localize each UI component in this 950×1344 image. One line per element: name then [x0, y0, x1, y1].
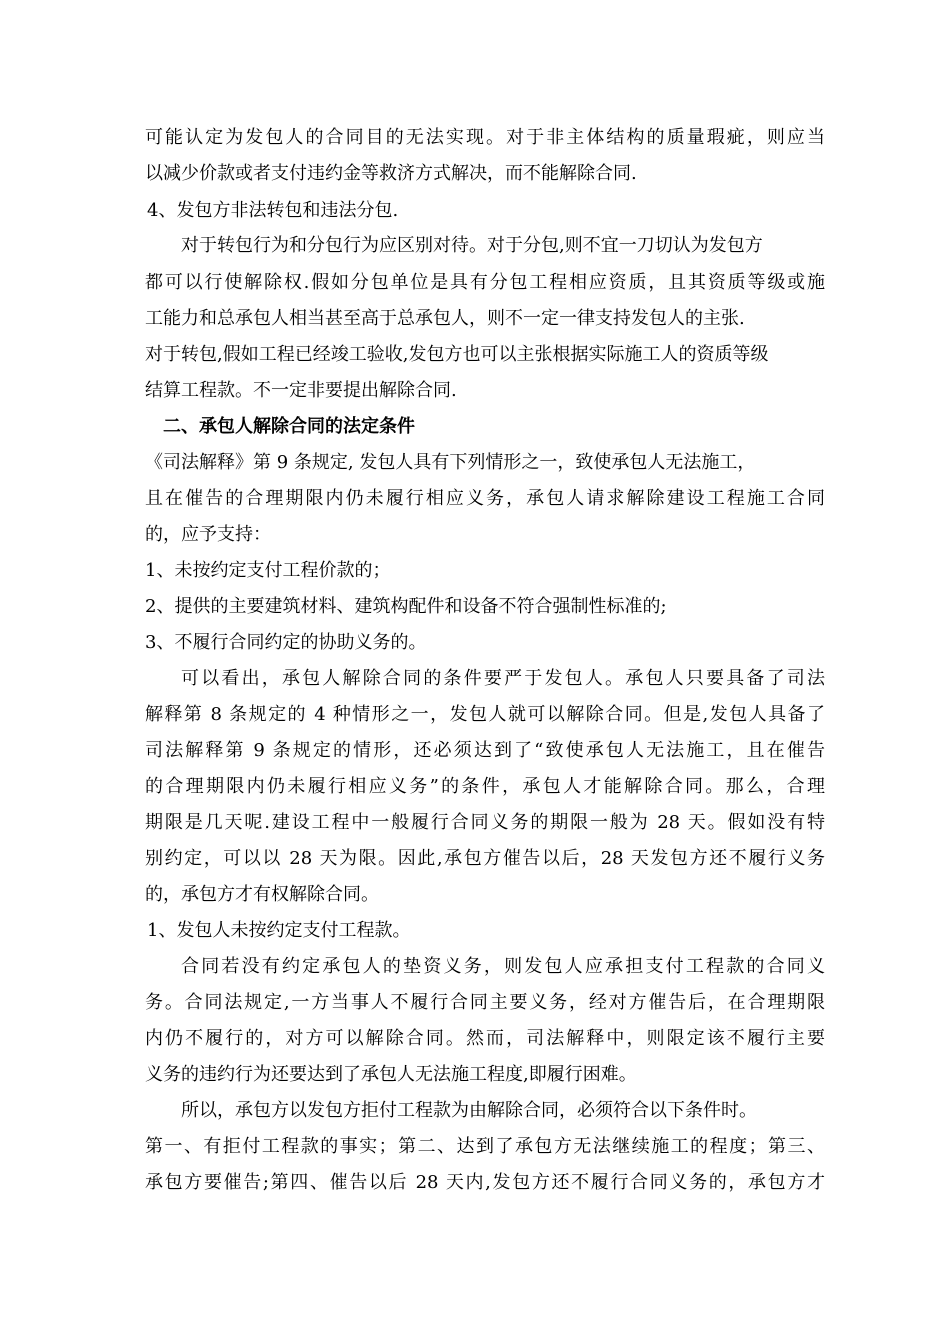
paragraph-start: 合同若没有约定承包人的垫资义务，则发包人应承担支付工程款的合同义: [181, 956, 825, 977]
text-line: 以减少价款或者支付违约金等救济方式解决，而不能解除合同.: [145, 163, 637, 184]
text-line: 可能认定为发包人的合同目的无法实现。对于非主体结构的质量瑕疵，则应当: [145, 127, 825, 148]
text-line: 的合理期限内仍未履行相应义务”的条件，承包人才能解除合同。那么，合理: [145, 776, 825, 797]
text-line: 对于转包,假如工程已经竣工验收,发包方也可以主张根据实际施工人的资质等级: [145, 344, 769, 365]
text-line: 承包方要催告;第四、催告以后 28 天内,发包方还不履行合同义务的，承包方才: [145, 1172, 825, 1193]
list-item: 4、发包方非法转包和违法分包.: [147, 200, 399, 221]
text-line: 且在催告的合理期限内仍未履行相应义务，承包人请求解除建设工程施工合同: [145, 488, 825, 509]
text-line: 义务的违约行为还要达到了承包人无法施工程度,即履行困难。: [145, 1064, 637, 1085]
text-line: 解释第 8 条规定的 4 种情形之一，发包人就可以解除合同。但是,发包人具备了: [145, 704, 825, 725]
paragraph-start: 对于转包行为和分包行为应区别对待。对于分包,则不宜一刀切认为发包方: [181, 235, 763, 256]
section-heading: 二、承包人解除合同的法定条件: [163, 416, 415, 437]
list-item: 3、不履行合同约定的协助义务的。: [145, 632, 427, 653]
text-line: 的，承包方才有权解除合同。: [145, 884, 379, 905]
text-line: 内仍不履行的，对方可以解除合同。然而，司法解释中，则限定该不履行主要: [145, 1028, 825, 1049]
paragraph-start: 可以看出，承包人解除合同的条件要严于发包人。承包人只要具备了司法: [181, 668, 825, 689]
text-line: 期限是几天呢.建设工程中一般履行合同义务的期限一般为 28 天。假如没有特: [145, 812, 825, 833]
text-line: 《司法解释》第 9 条规定, 发包人具有下列情形之一，致使承包人无法施工，: [145, 452, 756, 473]
text-line: 结算工程款。不一定非要提出解除合同.: [145, 380, 457, 401]
list-item: 1、发包人未按约定支付工程款。: [147, 920, 411, 941]
text-line: 别约定，可以以 28 天为限。因此,承包方催告以后，28 天发包方还不履行义务: [145, 848, 825, 869]
text-line: 司法解释第 9 条规定的情形，还必须达到了“致使承包人无法施工，且在催告: [145, 740, 825, 761]
text-line: 都可以行使解除权.假如分包单位是具有分包工程相应资质，且其资质等级或施: [145, 272, 825, 293]
paragraph-start: 所以，承包方以发包方拒付工程款为由解除合同，必须符合以下条件时。: [181, 1100, 757, 1121]
text-line: 工能力和总承包人相当甚至高于总承包人，则不一定一律支持发包人的主张.: [145, 308, 745, 329]
list-item: 1、未按约定支付工程价款的；: [145, 560, 391, 581]
text-line: 第一、有拒付工程款的事实；第二、达到了承包方无法继续施工的程度；第三、: [145, 1136, 825, 1157]
text-line: 的，应予支持：: [145, 524, 271, 545]
text-line: 务。合同法规定,一方当事人不履行合同主要义务，经对方催告后，在合理期限: [145, 992, 825, 1013]
list-item: 2、提供的主要建筑材料、建筑构配件和设备不符合强制性标准的;: [145, 596, 667, 617]
